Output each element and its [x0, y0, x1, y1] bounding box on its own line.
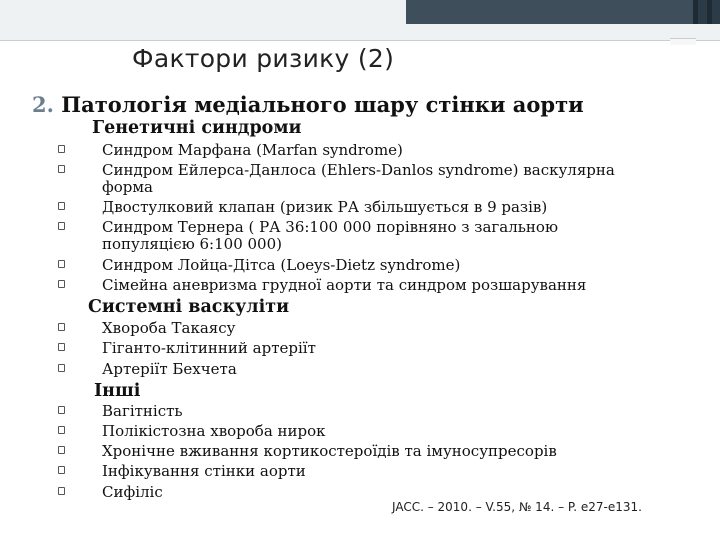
square-bullet-icon — [58, 145, 65, 153]
square-bullet-icon — [58, 364, 65, 372]
square-bullet-icon — [58, 165, 65, 173]
header-divider — [0, 40, 720, 41]
square-bullet-icon — [58, 426, 65, 434]
header-stripe — [693, 0, 698, 24]
group-heading-genetic: Генетичні синдроми — [92, 118, 302, 138]
header-dark-band-inner — [406, 0, 696, 24]
section-heading — [32, 92, 584, 117]
square-bullet-icon — [58, 487, 65, 495]
square-bullet-icon — [58, 343, 65, 351]
square-bullet-icon — [58, 406, 65, 414]
header-decoration — [0, 0, 720, 48]
square-bullet-icon — [58, 280, 65, 288]
slide-title: Фактори ризику (2) — [132, 44, 395, 73]
square-bullet-icon — [58, 260, 65, 268]
square-bullet-icon — [58, 466, 65, 474]
square-bullet-icon — [58, 446, 65, 454]
square-bullet-icon — [58, 202, 65, 210]
section-number: 2. — [32, 92, 54, 117]
citation: JACC. – 2010. – V.55, № 14. – P. e27-e131. — [392, 500, 642, 514]
square-bullet-icon — [58, 222, 65, 230]
section-title: Патологія медіального шару стінки аорти — [61, 92, 584, 117]
header-tab-mark — [670, 38, 696, 45]
square-bullet-icon — [58, 323, 65, 331]
header-stripe — [707, 0, 712, 24]
group-heading-other: Інші — [94, 381, 141, 401]
group-heading-vasculitis: Системні васкуліти — [88, 297, 290, 317]
